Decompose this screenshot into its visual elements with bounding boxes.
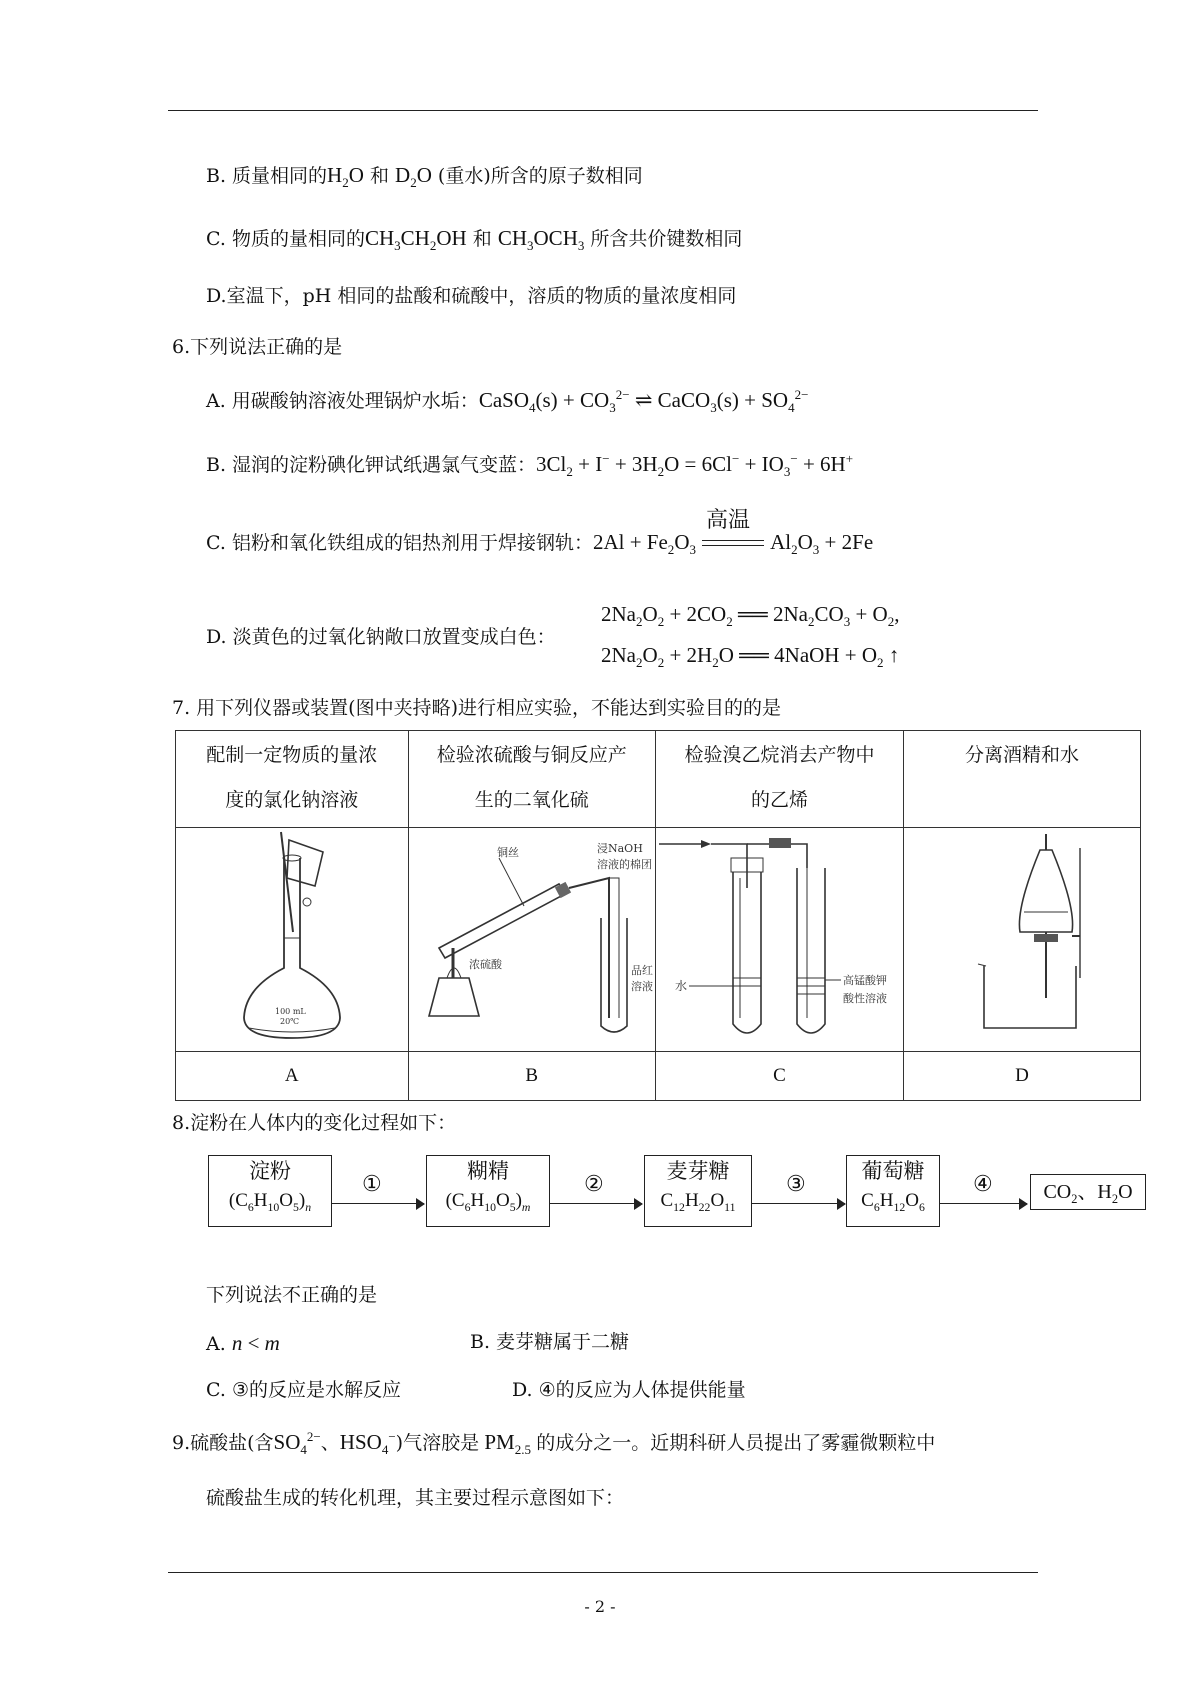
step-1: ① (362, 1172, 382, 1197)
svg-text:浸NaOH: 浸NaOH (596, 842, 643, 855)
q8-option-a: A. n < m (206, 1331, 280, 1355)
q7-figure-a (176, 828, 409, 1052)
q7-figure-c (656, 828, 904, 1052)
svg-text:水: 水 (674, 979, 687, 993)
volumetric-flask-figure (177, 828, 407, 1046)
q6-option-d: D. 淡黄色的过氧化钠敞口放置变成白色： (206, 626, 556, 648)
arrow-4 (939, 1203, 1027, 1204)
q5-option-b: B. 质量相同的$H_2O$ 和 $D_2O$ (重水)所含的原子数相同 (206, 163, 643, 191)
q7-figure-d (904, 828, 1141, 1052)
q5-option-c: C. 物质的量相同的$CH_3CH_2OH$ 和 $CH_3OCH_3$ 所含共价键数相同 (206, 226, 743, 254)
copper-acid-apparatus-figure (409, 828, 655, 1046)
footer-rule (168, 1572, 1038, 1573)
q7-label-b: B (408, 1052, 656, 1101)
svg-text:溶液的棉团: 溶液的棉团 (596, 858, 652, 871)
q7-header-b: 检验浓硫酸与铜反应产 生的二氧化硫 (408, 731, 656, 828)
page-number: - 2 - (584, 1597, 616, 1616)
svg-text:铜丝: 铜丝 (496, 846, 519, 859)
step-4: ④ (973, 1172, 993, 1197)
step-3: ③ (786, 1172, 806, 1197)
q8-option-d: D. ④的反应为人体提供能量 (512, 1379, 746, 1401)
arrow-3 (751, 1203, 845, 1204)
q6-option-d-eq1: $2Na_2O_2 + 2CO_2$ ══ $2Na_2CO_3 + O_2$, (601, 602, 900, 630)
q7-figure-b (408, 828, 656, 1052)
q8-option-b: B. 麦芽糖属于二糖 (470, 1331, 630, 1353)
high-temp-condition: 高温 (706, 508, 751, 533)
q8-stem: 8.淀粉在人体内的变化过程如下： (172, 1112, 457, 1134)
q7-label-c: C (656, 1052, 904, 1101)
svg-text:酸性溶液: 酸性溶液 (842, 992, 887, 1005)
svg-text:浓硫酸: 浓硫酸 (468, 958, 502, 971)
svg-text:品红: 品红 (630, 964, 653, 977)
arrow-1 (331, 1203, 424, 1204)
q7-label-a: A (176, 1052, 409, 1101)
box-products: $CO_2$、$H_2O$ (1030, 1174, 1146, 1210)
q9-line-1: 9.硫酸盐(含$SO_4^{2-}$、$HSO_4^-$)气溶胶是 $PM_{2.5}$ 的成分之一。近期科研人员提出了雾霾微颗粒中 (172, 1429, 936, 1458)
separatory-funnel-figure (904, 828, 1140, 1046)
q7-table (175, 730, 1141, 1101)
header-rule (168, 110, 1038, 111)
svg-text:20℃: 20℃ (279, 1017, 299, 1026)
arrow-2 (549, 1203, 642, 1204)
q6-option-b: B. 湿润的淀粉碘化钾试纸遇氯气变蓝：$3Cl_2 + I^- + 3H_2O = 6Cl^- + IO_3^- + 6H^+$ (206, 451, 854, 480)
q6-option-a: A. 用碳酸钠溶液处理锅炉水垢：CaSO$_4$(s) + $CO_3^{2-}$ ⇌ CaCO$_3$(s) + $SO_4^{2-}$ (206, 387, 809, 416)
ethylene-test-figure (657, 828, 903, 1046)
svg-text:高锰酸钾: 高锰酸钾 (842, 974, 887, 987)
q6-stem: 6.下列说法正确的是 (172, 336, 343, 358)
q6-option-c: C. 铝粉和氧化铁组成的铝热剂用于焊接钢轨：$2Al + Fe_2O_3$ 高温 $Al_2O_3 + 2Fe$ (206, 508, 874, 558)
q7-header-c: 检验溴乙烷消去产物中 的乙烯 (656, 731, 904, 828)
q8-sub-stem: 下列说法不正确的是 (206, 1284, 378, 1306)
q7-header-d: 分离酒精和水 (904, 731, 1141, 828)
box-maltose: 麦芽糖 $C_{12}H_{22}O_{11}$ (644, 1155, 752, 1227)
step-2: ② (584, 1172, 604, 1197)
box-starch: 淀粉 $(C_6H_{10}O_5)_n$ (208, 1155, 332, 1227)
box-glucose: 葡萄糖 $C_6H_{12}O_6$ (846, 1155, 940, 1227)
svg-text:溶液: 溶液 (630, 980, 653, 993)
box-dextrin: 糊精 $(C_6H_{10}O_5)_m$ (426, 1155, 550, 1227)
q9-line-2: 硫酸盐生成的转化机理，其主要过程示意图如下： (206, 1487, 625, 1509)
svg-text:100 mL: 100 mL (274, 1007, 306, 1016)
q7-header-a: 配制一定物质的量浓 度的氯化钠溶液 (176, 731, 409, 828)
q8-option-c: C. ③的反应是水解反应 (206, 1379, 401, 1401)
q5-option-d: D.室温下，pH 相同的盐酸和硫酸中，溶质的物质的量浓度相同 (206, 285, 737, 307)
q7-label-d: D (904, 1052, 1141, 1101)
q7-stem: 7. 用下列仪器或装置(图中夹持略)进行相应实验，不能达到实验目的的是 (172, 697, 781, 719)
q6-option-d-eq2: $2Na_2O_2 + 2H_2O$ ══ 4NaOH + $O_2$ ↑ (601, 643, 900, 671)
